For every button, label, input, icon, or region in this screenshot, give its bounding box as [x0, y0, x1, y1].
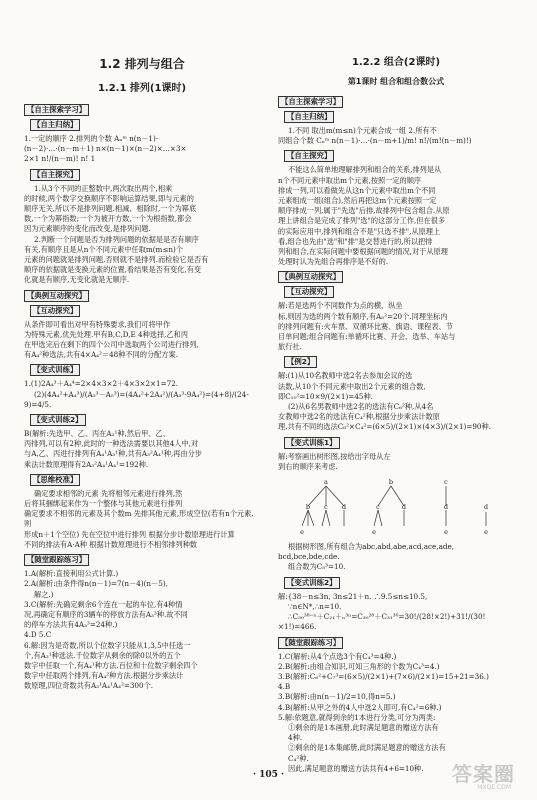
text-line: 的实际应用中,排列和组合不是"只选不排",从原理上: [278, 226, 441, 236]
variant2-tag: 【变式训练2】: [30, 414, 86, 426]
text-line: 1.一定的顺序 2.排列的个数 Aₙᵐ n(n－1)·: [24, 134, 159, 143]
text-line: 个,有A₃¹种选法.千位数字从剩余的除0以外的五个: [24, 650, 181, 660]
variant2-tag: 【变式训练2】: [284, 577, 340, 589]
text-line: ∵n∈N*,∴n=10.: [288, 601, 342, 611]
text-line: 元素的问题就是排列问题,否则就不是排列.而检验它是否有: [24, 255, 209, 265]
variant2-block: [278, 592, 514, 633]
watermark-url: MXQE.COM: [477, 784, 511, 791]
text-line: 况,再确定有顺序的3辆车的停放方法有A₃³种.故不同: [24, 609, 188, 619]
text-line: n个不同元素中取出m个元素,按照一定的顺序: [278, 175, 422, 185]
subsection-title: 1.2.1 排列(1课时): [97, 83, 187, 94]
tree-node: c: [444, 478, 448, 487]
text-line: 4.B(解析:从甲之外的4人中选2人即可,有C₄²=6种.): [278, 702, 442, 712]
variant1-block: [24, 379, 260, 410]
text-line: 根据树形图,所有组合为abc,abd,abe,acd,ace,ade,: [288, 542, 455, 552]
practice-block: [24, 569, 260, 691]
text-line: 因此,满足题意的赠送方法共有4+6=10种.: [288, 763, 424, 773]
text-line: 4种.: [288, 733, 303, 743]
text-line: 解:考察画出树形图,按给出字母从左: [278, 451, 391, 461]
text-line: 3.C(解析:先确定剩余6个连在一起的车位,有4种情: [24, 599, 183, 609]
text-line: 的停车方法共有4A₃³=24种.): [24, 620, 118, 630]
inquiry-block: [24, 184, 260, 286]
practice-tag: 【随堂跟踪练习】: [278, 637, 343, 649]
tree-node: e: [300, 528, 304, 537]
tree-node: d: [401, 503, 407, 512]
tree-node: e: [372, 528, 376, 537]
text-line: 2.A(解析:由条件得n(n－1)=7(n－4)(n－5),: [24, 579, 168, 589]
text-line: 旅行社.: [278, 342, 302, 352]
text-line: 数原理,四位奇数共有A₃¹A₄¹A₄²=300个.: [24, 681, 154, 691]
tree-node: e: [484, 528, 488, 537]
combination-tree-diagram: [296, 476, 496, 538]
text-line: 解之.): [34, 589, 54, 599]
text-line: 的时候,两个数字交换顺序不影响运算结果,即与元素的: [24, 193, 194, 203]
text-line: 看,组合也先由"选"和"排"是交替进行的,所以把排: [278, 236, 433, 246]
text-line: 4.D 5.C: [24, 630, 52, 640]
text-line: 顺序无关,所以不是排列问题.相减、相除时,一个为幂底: [24, 204, 197, 214]
tree-node: d: [483, 503, 489, 512]
text-line: 确定要求不相邻的元素及其个数m 先排其他元素,形成空位(若有n个元素,则: [24, 509, 254, 529]
text-line: 顺序的依据就是变换元素的位置,看结果是否有变化,有变: [24, 265, 202, 275]
subsection-title: 1.2.2 组合(2课时): [351, 57, 441, 68]
text-line: (2)(4A₄²+A₄³)/(A₃³－A₅³)=(4A₄²+2A₄²)/(A₃³-9A₄²)=(4+8)/(24-9)=4/5.: [24, 389, 249, 409]
text-line: 后将其捆绑起来作为一个整体与其他元素进行排列: [24, 499, 183, 509]
text-line: 同组合个数 Cₙᵐ n(n－1)·…·(n－m+1)/m! n!/(m!(n－m)!): [278, 136, 472, 146]
text-line: ①剩余的是1本画册,此时满足题意的赠送方法有: [288, 722, 439, 732]
text-line: 有A₄²种选法,共有4×A₄²＝48种不同的分配方案.: [24, 350, 179, 360]
text-line: 解:若是选两个不同数作为点的横、纵坐: [278, 301, 403, 311]
example-tag: 【典例互动探究】: [278, 271, 343, 283]
text-line: 在甲选完后在剩下的四个公司中选取两个公司进行排列,: [24, 340, 199, 350]
text-line: 理,共有不同的选法C₆²×C₄²=(6×5)/(2×1)×(4×3)/(2×1)=90种.: [278, 422, 491, 432]
text-line: 解:{38－n≤3n, 3n≤21＋n. ∴9.5≤n≤10.5,: [278, 591, 428, 601]
text-line: 法数,从10个不同元素中取出2个元素的组合数,: [278, 381, 426, 391]
variant2-block: [24, 429, 260, 470]
text-line: 6.解:因为是奇数,所以个位数字只能从1,3,5中任选一: [24, 640, 191, 650]
summary-tag: 【自主归纳】: [30, 119, 80, 131]
text-line: 形成n＋1个空位) 先在空位中进行排列 根据分步计数原理进行计算: [24, 529, 235, 539]
tree-node: b: [305, 503, 311, 512]
reflect-block: [24, 489, 260, 550]
text-line: 1.不同 取出m(m≤n)个元素合成一组 2.所有不: [288, 126, 437, 135]
text-line: 不能这么简单地理解排列和组合的关系,排列是从: [288, 165, 442, 175]
text-line: 1.A(解析:直接利用公式计算.): [24, 569, 119, 579]
interact-block: [278, 301, 514, 352]
text-line: ∴C₃₀³⁸⁻ⁿ＋C₂₁＋ₙ³ⁿ=C₃₀²⁸＋C₃₁³⁰=30!/(28!×2!)+31!/(30!×1!)=466.: [278, 612, 486, 632]
text-line: 即C₁₀²=10×9/(2×1)=45种.: [278, 391, 373, 401]
interact-tag: 【互动探究】: [30, 305, 80, 317]
text-line: C₄²种.: [288, 753, 309, 763]
text-line: 处理时认为先组合再排序是不好的.: [278, 257, 389, 267]
text-line: 女教师中选2名的选法有C₄²种,根据分步乘法计数原: [278, 412, 440, 422]
text-line: 1.(1)2A₄³＋A₄⁴=2×4×3×2＋4×3×2×1=72.: [24, 379, 179, 389]
text-line: (n－2)·…·(n－m＋1) n×(n－1)×(n－2)×…×3×: [24, 144, 187, 154]
interact-tag: 【互动探究】: [284, 286, 334, 298]
text-line: 确定要求相邻的元素 先将相邻元素进行排列,然: [34, 488, 183, 498]
section-title: 1.2 排列与组合: [99, 57, 185, 71]
practice-tag: 【随堂跟踪练习】: [24, 554, 89, 566]
inquiry-block: [278, 165, 514, 267]
explore-tag: 【自主探索学习】: [278, 96, 343, 108]
text-line: 数字中任取一个,有A₄¹种方法.百位和十位数字剩余四个: [24, 660, 198, 670]
summary-block: [278, 126, 514, 146]
text-line: 5.解:依题意,就得到余的1本进行分类,可分为两类:: [278, 712, 436, 722]
text-line: 1.C(解析:从4个点选3个有C₄³=4种.): [278, 651, 397, 661]
tree-node: a: [324, 478, 328, 487]
text-line: 4.B: [278, 682, 291, 692]
text-line: 列和组合,在实际问题中要根据问题的情况,对于从原理: [278, 247, 448, 257]
tree-node: d: [341, 503, 347, 512]
text-line: 丙排列,可以有2种,此时的一种选法需要以其他4人中,对: [24, 439, 199, 449]
lesson-title: 第1课时 组合和组合数公式: [347, 77, 445, 86]
text-line: ②剩余的是1本集邮册,此时满足题意的赠送方法有: [288, 743, 446, 753]
example2-block: [278, 371, 514, 432]
right-column: [278, 52, 514, 776]
inquiry-tag: 【自主探究】: [284, 150, 334, 162]
inquiry-tag: 【自主探究】: [30, 169, 80, 181]
text-line: 为特殊元素,优先处理.甲有B,C,D,E 4种选择,乙和丙: [24, 329, 189, 339]
summary-tag: 【自主归纳】: [284, 111, 334, 123]
text-line: 的排列问题有:火车票、双循环比赛、旗语、课程表、节: [278, 321, 453, 331]
text-line: 组合数为C₅³=10.: [288, 562, 346, 572]
text-line: 数字中任取两个排列,有A₄²种方法.根据分步乘法计: [24, 671, 184, 681]
practice-block: [278, 652, 514, 774]
text-line: 标,则因为选的两个数有顺序,有A₅²=20个.同理坐标内: [278, 311, 448, 321]
text-line: 2.B(解析:由组合知识,可知三角形的个数为C₄³=4.): [278, 661, 440, 671]
left-column: [24, 52, 260, 694]
text-line: 理上讲组合是完成了排列"选"的这部分工作,但在很多: [278, 216, 446, 226]
tree-node: c: [376, 503, 380, 512]
variant1-tag: 【变式训练1】: [284, 437, 340, 449]
example2-tag: 【例2】: [284, 356, 317, 368]
text-line: bcd,bce,bde,cde.: [278, 552, 340, 562]
example-tag: 【典例互动探究】: [24, 290, 89, 302]
tree-node: d: [443, 503, 449, 512]
watermark-logo: 答案圈: [452, 762, 515, 786]
text-line: 3.B(解析:由n(n－1)/2=10,得n=5.): [278, 692, 396, 702]
tree-note-block: [278, 542, 514, 573]
reflect-tag: 【思维校准】: [30, 474, 80, 486]
interact-block: [24, 320, 260, 361]
explore-tag: 【自主探索学习】: [24, 104, 89, 116]
text-line: 排成一列,可以看做先从这n个元素中取出m个不同: [278, 185, 436, 195]
tree-node: e: [444, 528, 448, 537]
text-line: 乘法计数原理得有2A₃²A₄¹A₄¹=192种.: [24, 459, 149, 469]
tree-node: b: [388, 478, 394, 487]
text-line: 到右的顺序来考虑.: [278, 461, 338, 471]
summary-block: [24, 134, 260, 165]
text-line: 2×1 n!/(n－m)! n! 1: [24, 154, 96, 164]
page-number: · 105 ·: [252, 770, 285, 780]
variant1-block: [278, 452, 514, 472]
variant1-tag: 【变式训练】: [30, 364, 80, 376]
text-line: 目单问题;组合问题有:单循环比赛、开会、选举、车站与: [278, 332, 456, 342]
text-line: 解:(1)从10名教师中选2名去参加会议的选: [278, 371, 413, 381]
text-line: 1.从3个不同的正整数中,两次取出两个,相乘: [34, 183, 173, 193]
tree-node: c: [324, 503, 328, 512]
text-line: 因为元素顺序的变化而改变,是排列问题.: [24, 224, 151, 234]
text-line: 从条件即可看出对甲有特殊要求,我们可将甲作: [24, 319, 171, 329]
text-line: 有关,有顺序且是从n个不同元素中任取m(m≤n)个: [24, 244, 183, 254]
text-line: 3.B(解析:C₆²+C₇³=(6×5)/(2×1)+(7×6)/(2×1)=15+21=36.): [278, 671, 489, 681]
text-line: 数,一个为幂指数;一个为被开方数,一个为根指数,都会: [24, 214, 192, 224]
text-line: (2)从6名男教师中选2名的选法有C₆²种,从4名: [288, 402, 434, 412]
text-line: 顺序排成一列,属于"先选"后排,故排列中包含组合.从原: [278, 206, 450, 216]
text-line: 与A,乙、丙进行排列有A₄¹A₃¹种,共有A₃²A₄¹种,再由分步: [24, 449, 203, 459]
text-line: 化就是有顺序,无变化就是无顺序.: [24, 275, 130, 285]
text-line: B(解析:先选甲、乙、丙在A₂¹种,然后甲、乙、: [24, 429, 170, 439]
text-line: 元素组成一组(组合),然后再把这m个元素按照一定: [278, 196, 437, 206]
text-line: 不同的排法有A·A种 根据计数原理进行不相邻排列种数: [24, 539, 198, 549]
text-line: 2.判断一个问题是否为排列问题的依据是是否有顺序: [34, 234, 199, 244]
